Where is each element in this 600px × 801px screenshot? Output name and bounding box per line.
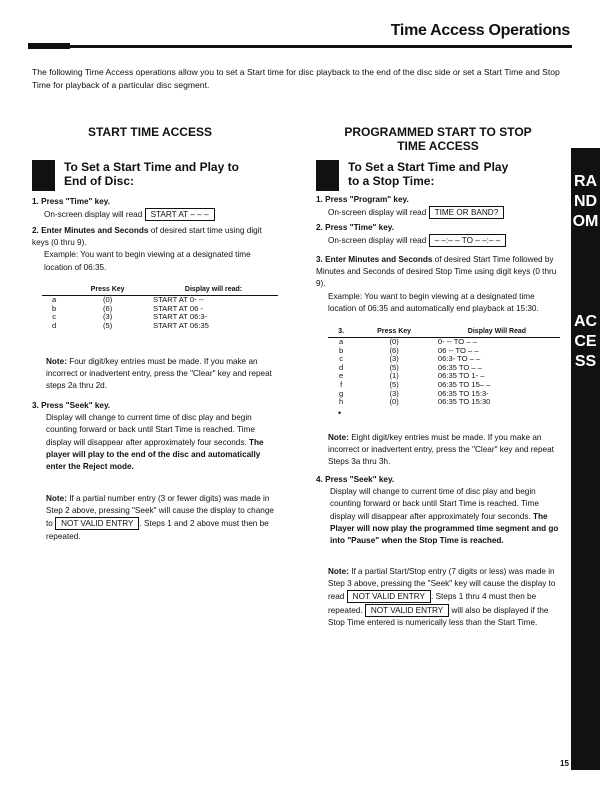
right-step-1-label: 1. Press "Program" key. [316, 195, 409, 204]
table-header: Display will read: [149, 284, 278, 296]
note-label: Note: [46, 357, 67, 366]
right-step-1 [316, 194, 566, 219]
table-row: b (6) START AT 06 - [51, 303, 203, 313]
right-step-3-text: of desired Start Time followed by Minutes and Seconds of desired Stop Time using digit keys (0 thru 9). [316, 255, 557, 289]
right-step-4-emphasis: The Player will now play the programmed time segment and go into "Pause" when the Stop Time is reached. [330, 511, 559, 546]
left-step-2-label: 2. Enter Minutes and Seconds [32, 226, 149, 235]
left-note-2-tail: . Steps 1 and 2 above must then be repeated. [46, 519, 269, 541]
left-step-1 [32, 196, 272, 221]
right-section-header [316, 160, 566, 194]
display-not-valid-entry-box: NOT VALID ENTRY [55, 517, 139, 530]
margin-mark: • [338, 408, 342, 418]
table-row: e (1) 06:35 TO 1- – [339, 371, 485, 381]
right-step-3-label: 3. Enter Minutes and Seconds [316, 255, 433, 264]
left-note-1 [46, 356, 276, 393]
side-tab-word-random: RANDOM [572, 173, 599, 230]
right-note-2-text: If a partial Start/Stop entry (7 digits or less) was made in Step 3 above, pressing the "Seek" key will cause the display to read [328, 567, 556, 602]
note-label: Note: [328, 567, 349, 576]
display-not-valid-entry-box: NOT VALID ENTRY [365, 604, 449, 617]
right-step-4-text: Display will change to current time of disc play and begin counting forward or back until Start Time is reached. Time display will disappear after approximately four seconds. [330, 487, 539, 521]
left-step-3-text: Display will change to current time of disc play and begin counting forward or back until Start Time is reached. Time display will disappear after approximately four seconds. [46, 413, 255, 447]
right-note-1-text: Eight digit/key entries must be made. If you make an incorrect or inadvertent entry, press the "Clear" key and repeat Steps 3a thru 3h. [328, 433, 554, 467]
side-tab-word-access: ACCESS [573, 313, 598, 370]
right-note-1 [328, 432, 560, 469]
left-section-title-line1: To Set a Start Time and Play to [64, 160, 239, 174]
table-row: d (5) 06:35 TO – – [339, 362, 482, 372]
table-header: Display Will Read [434, 326, 560, 338]
table-row: b (6) 06 -- TO – – [339, 345, 479, 355]
intro-paragraph: The following Time Access operations allow you to set a Start time for disc playback to the end of the disc side or set a Start Time and Stop Time for playback of a particular disc segment. [32, 67, 560, 90]
table-row: g (3) 06:35 TO 15:3- [339, 388, 489, 398]
note-label: Note: [46, 494, 67, 503]
right-column-heading-line2: TIME ACCESS [397, 139, 479, 153]
right-step-2 [316, 222, 566, 247]
left-step-3-label: 3. Press "Seek" key. [32, 401, 111, 410]
table-row: h (0) 06:35 TO 15:30 [339, 397, 491, 407]
left-column-heading: START TIME ACCESS [87, 125, 212, 139]
header-rule [28, 45, 572, 48]
left-step-2 [32, 225, 272, 274]
display-time-or-band-box: TIME OR BAND? [429, 206, 505, 219]
left-step-2-example: Example: You want to begin viewing at a designated time location of 06:35. [44, 250, 251, 272]
left-note-2 [46, 493, 276, 543]
table-header: Press Key [354, 326, 434, 338]
left-step-1-text: On-screen display will read [44, 210, 143, 220]
right-note-2 [328, 566, 560, 629]
table-header: Press Key [66, 284, 149, 296]
right-step-1-text: On-screen display will read [328, 208, 427, 218]
section-marker-icon [316, 160, 339, 191]
table-header [42, 284, 66, 296]
right-step-3-example: Example: You want to begin viewing at a designated time location of 06:35 and automatically end playback at 15:30. [328, 291, 539, 313]
right-step-2-text: On-screen display will read [328, 236, 427, 246]
left-section-header [32, 160, 282, 194]
right-step-4 [316, 474, 564, 547]
left-step-3 [32, 400, 277, 473]
left-note-2-text: If a partial number entry (3 or fewer digits) was made in Step 2 above, pressing "Seek" will cause the display to change to [46, 494, 274, 529]
section-marker-icon [32, 160, 55, 191]
right-key-table [328, 326, 560, 407]
table-row: c (3) 06:3- TO – – [339, 354, 481, 364]
right-section-title-line2: to a Stop Time: [348, 174, 435, 188]
left-step-2-text: of desired start time using digit keys (0 thru 9). [32, 226, 262, 248]
right-step-3 [316, 254, 564, 315]
right-note-2-tail: will also be displayed if the Stop Time entered is numerically less than the Start Time. [328, 605, 549, 627]
right-column-heading [318, 125, 558, 153]
table-row: d (5) START AT 06:35 [51, 320, 209, 330]
right-step-4-label: 4. Press "Seek" key. [316, 475, 395, 484]
side-tab [571, 148, 600, 770]
right-step-2-label: 2. Press "Time" key. [316, 223, 395, 232]
table-row: a (0) 0- -- TO – – [339, 337, 477, 346]
page-number: 15 [560, 759, 569, 768]
display-not-valid-entry-box: NOT VALID ENTRY [347, 590, 431, 603]
right-column-heading-line1: PROGRAMMED START TO STOP [344, 125, 532, 139]
page-title: Time Access Operations [390, 22, 570, 39]
left-key-table [42, 284, 278, 330]
left-note-1-text: Four digit/key entries must be made. If you make an incorrect or inadvertent entry, press the "Clear" key and repeat steps 2a thru 2d. [46, 357, 272, 391]
table-row: a (0) START AT 0- -- [51, 295, 204, 304]
table-row: c (3) START AT 06:3- [52, 312, 208, 322]
left-step-3-emphasis: The player will play to the end of the disc and automatically enter the Reject mode. [46, 437, 264, 472]
right-note-2-mid: . Steps 1 thru 4 must then be repeated. [328, 592, 537, 615]
left-step-1-label: 1. Press "Time" key. [32, 197, 111, 206]
table-header: 3. [328, 326, 354, 338]
table-row: f (5) 06:35 TO 15– – [340, 379, 491, 389]
display-start-at-box: START AT – – – [145, 208, 215, 221]
right-section-title-line1: To Set a Start Time and Play [348, 160, 509, 174]
left-section-title-line2: End of Disc: [64, 174, 135, 188]
display-time-to-box: – –:– – TO – –:– – [429, 234, 507, 247]
note-label: Note: [328, 433, 349, 442]
